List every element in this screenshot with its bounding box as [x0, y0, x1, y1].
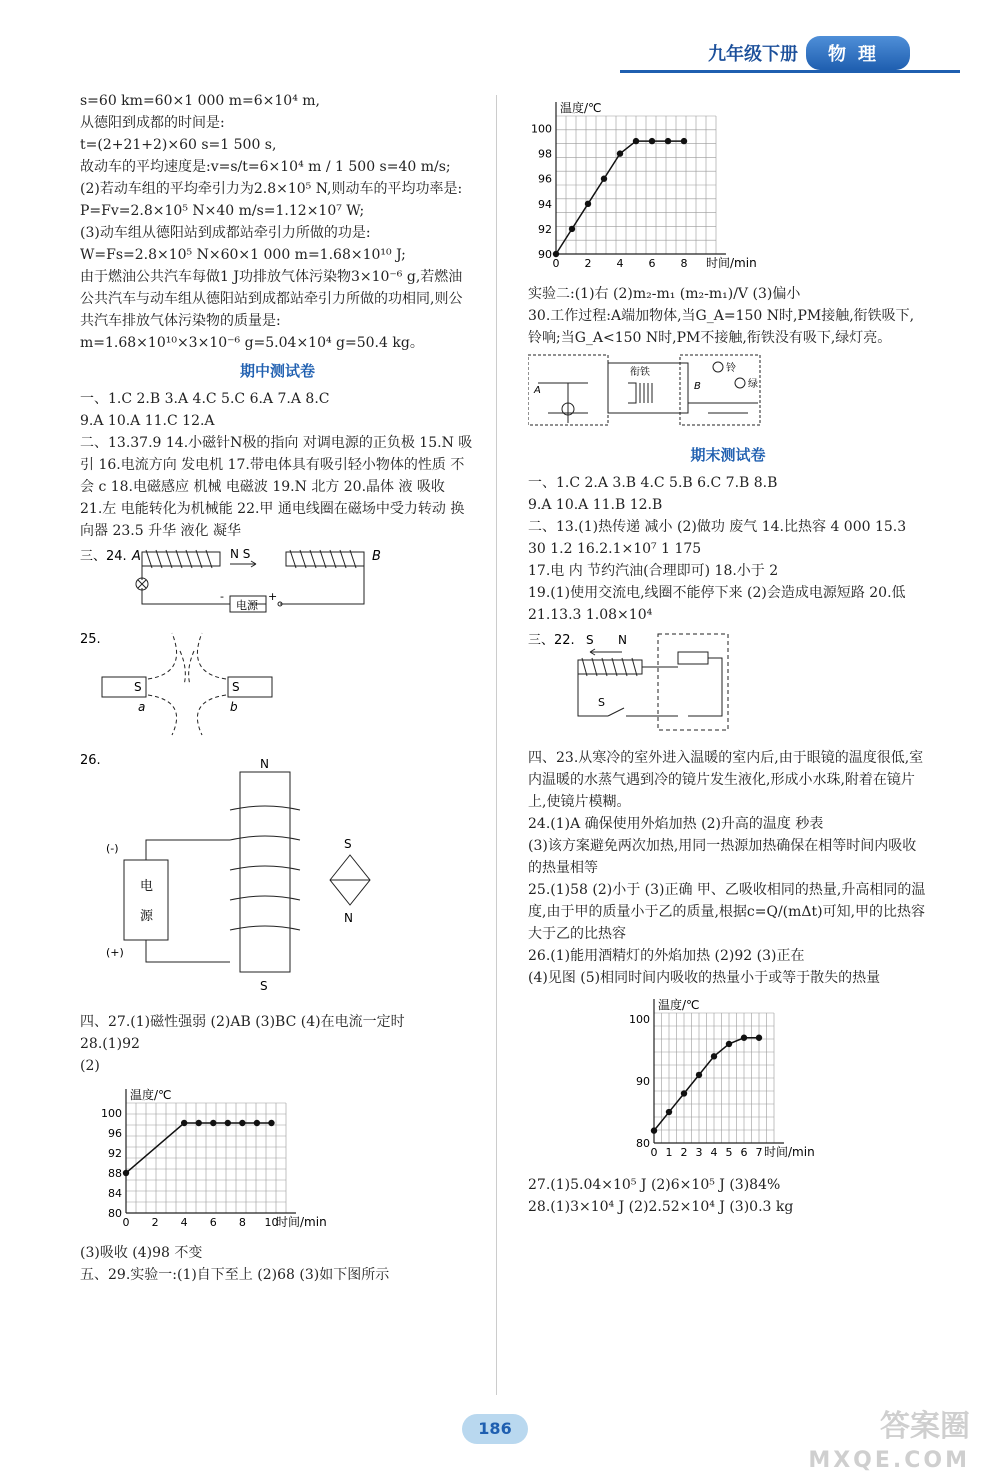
answer-line: (2) — [80, 1058, 100, 1074]
x-tick-label: 1 — [665, 1146, 673, 1159]
power-source-box — [124, 860, 168, 940]
q22-switch: S — [598, 696, 605, 709]
answer-line: 四、23.从寒冷的室外进入温暖的室内后,由于眼镜的温度很低,室内温暖的水蒸气遇到冷的镜片发生液化,形成小水珠,附着在镜片上,使镜片模糊。 — [528, 750, 924, 810]
answer-line: t=(2+21+2)×60 s=1 500 s, — [80, 137, 277, 153]
x-tick-label: 2 — [584, 257, 592, 270]
q22-figure — [528, 630, 928, 743]
answer-line: 17.电 内 节约汽油(合理即可) 18.小于 2 — [528, 563, 779, 579]
data-point — [633, 138, 639, 144]
x-tick-label: 0 — [650, 1146, 658, 1159]
watermark — [808, 1410, 970, 1478]
q24-power: 电源 — [236, 599, 258, 612]
bell-icon — [713, 362, 723, 372]
x-tick-label: 4 — [616, 257, 624, 270]
field-lines-inner — [180, 651, 194, 685]
answer-line: m=1.68×10¹⁰×3×10⁻⁶ g=5.04×10⁴ g=50.4 kg。 — [80, 335, 424, 351]
q28-after-answers — [80, 1242, 475, 1286]
answer-line: (3)动车组从德阳站到成都站牵引力所做的功是: — [80, 225, 371, 241]
lever-arm — [538, 383, 588, 423]
chart-q28-svg — [80, 1081, 410, 1231]
chart-exp1 — [528, 94, 928, 279]
watermark-line1: 答案圈 — [880, 1409, 970, 1444]
q24-b: B — [372, 549, 381, 564]
q26-power1: 电 — [140, 879, 154, 894]
data-point — [649, 138, 655, 144]
x-tick-label: 0 — [552, 257, 560, 270]
q24-a: A — [132, 549, 141, 564]
x-tick-label: 5 — [725, 1146, 733, 1159]
answer-line: (3)吸收 (4)98 不变 — [80, 1245, 203, 1261]
q30-green: 绿 — [748, 379, 758, 390]
x-tick-label: 4 — [710, 1146, 718, 1159]
answer-line: 28.(1)3×10⁴ J (2)2.52×10⁴ J (3)0.3 kg — [528, 1199, 794, 1215]
q25-figure — [80, 629, 475, 746]
x-tick-label: 8 — [238, 1216, 246, 1229]
answer-line: 故动车的平均速度是:v=s/t=6×10⁴ m / 1 500 s=40 m/s; — [80, 159, 451, 175]
data-point — [741, 1035, 747, 1041]
answer-line: 26.(1)能用酒精灯的外焰加热 (2)92 (3)正在 — [528, 948, 805, 964]
q26-figure — [80, 750, 475, 1007]
data-point — [196, 1120, 202, 1126]
exp2-answer: 实验二:(1)右 (2)m₂-m₁ (m₂-m₁)/V (3)偏小 — [528, 286, 801, 302]
chart-exp1-svg — [528, 94, 858, 272]
field-lines — [148, 633, 226, 735]
q30-iron: 衔铁 — [630, 367, 650, 378]
data-point — [756, 1035, 762, 1041]
q25-s2: S — [232, 680, 240, 694]
answer-line: 由于燃油公共汽车每做1 J功排放气体污染物3×10⁻⁶ g,若燃油公共汽车与动车组从德阳站到成都站牵引力所做的功相同,则公共汽车排放气体污染物的质量是: — [80, 269, 463, 329]
q24-ns: N S — [230, 547, 251, 561]
x-axis-label: 时间/min — [276, 1215, 327, 1229]
lamp-cross — [138, 580, 146, 588]
answer-line: s=60 km=60×1 000 m=6×10⁴ m, — [80, 93, 320, 109]
q22-coil — [582, 658, 637, 676]
answer-line: 一、1.C 2.A 3.B 4.C 5.B 6.C 7.B 8.B — [528, 475, 778, 491]
midterm-answers — [80, 388, 475, 542]
midterm-title: 期中测试卷 — [239, 362, 315, 380]
q22-n: N — [618, 633, 627, 647]
x-tick-label: 8 — [680, 257, 688, 270]
answer-line: (2)若动车组的平均牵引力为2.8×10⁵ N,则动车的平均功率是: — [80, 181, 463, 197]
q24-minus: - — [220, 590, 224, 603]
answer-line: 从德阳到成都的时间是: — [80, 115, 225, 131]
y-tick-label: 92 — [108, 1147, 122, 1160]
right-column — [528, 90, 928, 1218]
y-axis-label: 温度/℃ — [560, 101, 602, 115]
coil-right — [290, 550, 356, 568]
page-header — [708, 36, 910, 70]
data-point — [210, 1120, 216, 1126]
chart-q28 — [80, 1081, 475, 1238]
q25-label: 25. — [80, 632, 101, 647]
x-tick-label: 6 — [740, 1146, 748, 1159]
q24-plus: + — [268, 590, 278, 603]
q26-label: 26. — [80, 753, 101, 768]
final-answers-3 — [528, 1174, 928, 1218]
q26-plus: (+) — [106, 946, 124, 959]
answer-line: 27.(1)5.04×10⁵ J (2)6×10⁵ J (3)84% — [528, 1177, 781, 1193]
answer-line: 一、1.C 2.B 3.A 4.C 5.C 6.A 7.A 8.C — [80, 391, 330, 407]
data-point — [585, 201, 591, 207]
series-line — [126, 1123, 271, 1173]
alarm-circuit-box — [680, 355, 760, 425]
iron-core — [240, 772, 290, 972]
data-point — [181, 1120, 187, 1126]
x-tick-label: 10 — [264, 1216, 279, 1229]
y-axis-label: 温度/℃ — [130, 1088, 172, 1102]
coil-left — [146, 550, 212, 568]
data-point — [225, 1120, 231, 1126]
data-point — [726, 1041, 732, 1047]
y-tick-label: 88 — [108, 1167, 122, 1180]
q25-a: a — [138, 700, 146, 714]
q30-figure — [528, 353, 928, 438]
green-lamp-icon — [735, 378, 745, 388]
q22-label: 三、22. — [528, 633, 575, 648]
grade-label: 九年级下册 — [708, 44, 798, 65]
q22-solenoid — [578, 660, 642, 674]
answer-line: 24.(1)A 确保使用外焰加热 (2)升高的温度 秒表 — [528, 816, 824, 832]
final-answers — [528, 472, 928, 626]
answer-line: 二、13.37.9 14.小磁针N极的指向 对调电源的正负极 15.N 吸引 16.电流方向 发电机 17.带电体具有吸引轻小物体的性质 不会 c 18.电磁感应 机械 电磁波 19.N 北方 20.晶体 液 吸收 — [80, 435, 473, 495]
data-point — [123, 1170, 129, 1176]
x-tick-label: 7 — [755, 1146, 763, 1159]
x-tick-label: 0 — [122, 1216, 130, 1229]
series-line — [556, 141, 684, 254]
q26-s-bottom: S — [260, 979, 268, 993]
circuit-wire — [146, 840, 230, 962]
x-tick-label: 2 — [680, 1146, 688, 1159]
x-tick-label: 4 — [180, 1216, 188, 1229]
q27-answers — [80, 1011, 475, 1077]
left-column — [80, 90, 475, 1286]
y-tick-label: 98 — [538, 147, 552, 161]
q30-bell: 铃 — [726, 363, 736, 374]
data-point — [666, 1109, 672, 1115]
arrow-left-icon — [590, 649, 622, 655]
answer-line: 四、27.(1)磁性强弱 (2)AB (3)BC (4)在电流一定时 — [80, 1014, 405, 1030]
y-tick-label: 80 — [636, 1137, 650, 1150]
x-tick-label: 6 — [209, 1216, 217, 1229]
answer-block-top — [80, 90, 475, 354]
q26-minus: (-) — [106, 842, 119, 855]
data-point — [601, 176, 607, 182]
data-point — [268, 1120, 274, 1126]
q25-s1: S — [134, 680, 142, 694]
chart-q26 — [528, 993, 928, 1170]
page-number: 186 — [462, 1414, 528, 1444]
data-point — [665, 138, 671, 144]
alarm-wire — [688, 403, 758, 413]
final-title: 期末测试卷 — [690, 446, 766, 464]
x-axis-label: 时间/min — [764, 1145, 815, 1159]
y-tick-label: 96 — [108, 1127, 122, 1140]
data-point — [681, 1090, 687, 1096]
q26-n-top: N — [260, 757, 269, 771]
y-tick-label: 84 — [108, 1187, 122, 1200]
answer-line: 五、29.实验一:(1)自下至上 (2)68 (3)如下图所示 — [80, 1267, 390, 1283]
answer-line: 二、13.(1)热传递 减小 (2)做功 废气 14.比热容 4 000 15.3 30 1.2 16.2.1×10⁷ 1 175 — [528, 519, 911, 557]
data-point — [569, 226, 575, 232]
compass-needle-icon — [330, 855, 370, 905]
y-tick-label: 96 — [538, 172, 552, 186]
y-tick-label: 90 — [636, 1075, 650, 1089]
q26-s-right: S — [344, 837, 352, 851]
answer-line: 21.左 电能转化为机械能 22.甲 通电线圈在磁场中受力转动 换向器 23.5 升华 液化 凝华 — [80, 501, 465, 539]
answer-line: (4)见图 (5)相同时间内吸收的热量小于或等于散失的热量 — [528, 970, 881, 986]
column-divider — [496, 95, 497, 1395]
q24-figure — [80, 546, 475, 625]
q30-a: A — [534, 385, 541, 396]
y-axis-label: 温度/℃ — [658, 998, 700, 1012]
data-point — [711, 1053, 717, 1059]
final-answers-2 — [528, 747, 928, 989]
answer-line: W=Fs=2.8×10⁵ N×60×1 000 m=1.68×10¹⁰ J; — [80, 247, 406, 263]
y-tick-label: 90 — [538, 248, 552, 261]
data-point — [239, 1120, 245, 1126]
answer-line: 25.(1)58 (2)小于 (3)正确 甲、乙吸收相同的热量,升高相同的温度,由于甲的质量小于乙的质量,根据c=Q/(mΔt)可知,甲的比热容大于乙的比热容 — [528, 882, 926, 942]
x-tick-label: 2 — [151, 1216, 159, 1229]
y-tick-label: 92 — [538, 222, 552, 236]
q24-label: 三、24. — [80, 549, 127, 564]
q26-power2: 源 — [140, 909, 154, 924]
data-point — [617, 150, 623, 156]
x-tick-label: 6 — [648, 257, 656, 270]
rheostat-icon — [678, 652, 708, 664]
answer-line: 19.(1)使用交流电,线圈不能停下来 (2)会造成电源短路 20.低 21.13.3 1.08×10⁴ — [528, 585, 910, 623]
x-axis-label: 时间/min — [706, 256, 757, 270]
watermark-line2: MXQE.COM — [808, 1448, 970, 1473]
data-point — [681, 138, 687, 144]
answer-line: 9.A 10.A 11.B 12.B — [528, 497, 663, 513]
answer-line: P=Fv=2.8×10⁵ N×40 m/s=1.12×10⁷ W; — [80, 203, 365, 219]
answer-line: 28.(1)92 — [80, 1036, 140, 1052]
y-tick-label: 94 — [538, 197, 552, 211]
data-point — [553, 251, 559, 257]
q25-b: b — [230, 700, 238, 714]
data-point — [254, 1120, 260, 1126]
x-tick-label: 3 — [695, 1146, 703, 1159]
switch-lever-icon — [608, 708, 624, 716]
y-tick-label: 80 — [108, 1207, 122, 1220]
y-tick-label: 100 — [629, 1013, 650, 1027]
data-point — [651, 1127, 657, 1133]
q26-n-right: N — [344, 911, 353, 925]
subject-badge: 物理 — [806, 36, 910, 70]
header-rule — [620, 70, 960, 73]
q22-s: S — [586, 633, 594, 647]
y-tick-label: 100 — [531, 122, 552, 136]
electromagnet-coil — [628, 383, 652, 403]
y-tick-label: 100 — [101, 1107, 122, 1120]
answer-line: (3)该方案避免两次加热,用同一热源加热确保在相等时间内吸收的热量相等 — [528, 838, 917, 876]
q30-b: B — [694, 381, 701, 392]
answer-line: 9.A 10.A 11.C 12.A — [80, 413, 215, 429]
q30-answer: 30.工作过程:A端加物体,当G_A=150 N时,PM接触,衔铁吸下,铃响;当G_A<150 N时,PM不接触,衔铁没有吸下,绿灯亮。 — [528, 308, 915, 346]
chart-q26-svg — [608, 993, 868, 1163]
data-point — [696, 1072, 702, 1078]
arrow-right-icon — [230, 561, 256, 567]
